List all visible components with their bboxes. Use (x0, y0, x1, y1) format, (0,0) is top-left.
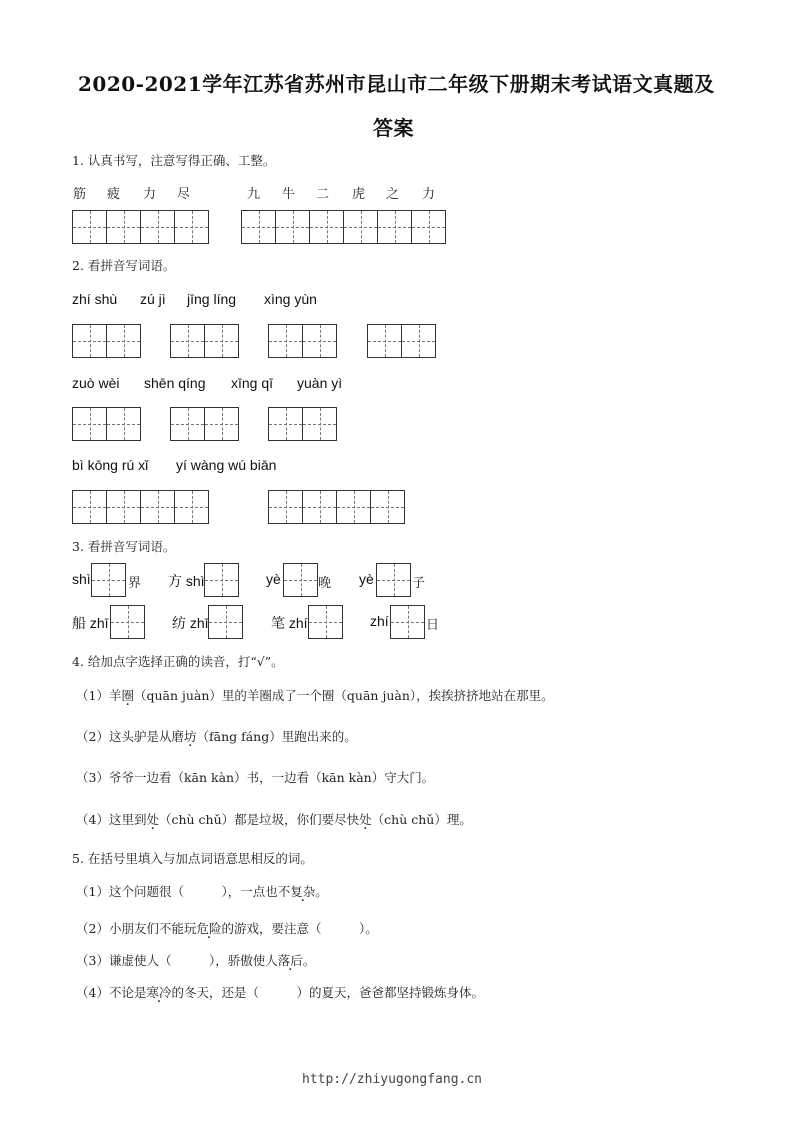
writing-grid[interactable] (390, 605, 425, 639)
writing-grid[interactable] (208, 605, 243, 639)
q5-line-1: （1）这个问题很（ ），一点也不复杂。 (76, 884, 328, 899)
writing-grid[interactable] (376, 563, 411, 597)
writing-grid[interactable] (72, 210, 209, 244)
q5-line-2: （2）小朋友们不能玩危险的游戏，要注意（ ）。 (76, 921, 378, 936)
char-suffix: 日 (426, 618, 440, 633)
writing-grid[interactable] (268, 490, 405, 524)
q1-char: 力 (422, 187, 436, 202)
pinyin-label: xìng yùn (264, 291, 317, 307)
page-title: 2020-2021学年江苏省苏州市昆山市二年级下册期末考试语文真题及 (78, 72, 715, 96)
writing-grid[interactable] (367, 324, 436, 358)
dotted-char: 处 (146, 812, 159, 827)
dotted-word: 寒冷 (146, 985, 172, 1000)
writing-grid[interactable] (72, 490, 209, 524)
writing-grid[interactable] (170, 407, 239, 441)
dotted-char: 处 (359, 812, 372, 827)
dotted-word: 危险 (196, 921, 222, 936)
pinyin-label: zú jì (140, 291, 166, 307)
question-5-prompt: 5. 在括号里填入与加点词语意思相反的词。 (72, 851, 313, 866)
page-title-line2: 答案 (373, 116, 414, 140)
dotted-char: 圈 (121, 688, 134, 703)
question-1-prompt: 1. 认真书写，注意写得正确、工整。 (72, 153, 276, 168)
pinyin-prefix: 笔 zhí (271, 615, 308, 631)
pinyin-prefix: 方 shì (168, 573, 205, 589)
q5-line-4: （4）不论是寒冷的冬天，还是（ ）的夏天，爸爸都坚持锻炼身体。 (76, 985, 484, 1000)
writing-grid[interactable] (308, 605, 343, 639)
pinyin-label: jīng líng (187, 291, 237, 307)
q1-char: 牛 (282, 187, 296, 202)
q1-char: 筋 (73, 187, 87, 202)
writing-grid[interactable] (241, 210, 446, 244)
footer-url[interactable]: http://zhiyugongfang.cn (302, 1072, 483, 1087)
q5-line-3: （3）谦虚使人（ ），骄傲使人落后。 (76, 953, 316, 968)
pinyin-prefix: 船 zhī (72, 615, 109, 631)
writing-grid[interactable] (72, 407, 141, 441)
pinyin-label: yí wàng wú biān (176, 457, 277, 473)
char-suffix: 子 (412, 576, 426, 591)
writing-grid[interactable] (91, 563, 126, 597)
writing-grid[interactable] (268, 324, 337, 358)
pinyin-prefix: yè (359, 571, 374, 587)
writing-grid[interactable] (268, 407, 337, 441)
dotted-char: 坊 (183, 729, 197, 744)
pinyin-label: bì kōng rú xǐ (72, 457, 149, 473)
writing-grid[interactable] (204, 563, 239, 597)
writing-grid[interactable] (283, 563, 318, 597)
pinyin-label: xīng qī (231, 375, 274, 391)
pinyin-label: zuò wèi (72, 375, 120, 391)
dotted-word: 落后 (277, 953, 303, 968)
q4-line-3: （3）爷爷一边看（kān kàn）书，一边看（kān kàn）守大门。 (76, 770, 435, 785)
question-2-prompt: 2. 看拼音写词语。 (72, 258, 176, 273)
writing-grid[interactable] (110, 605, 145, 639)
q1-char: 虎 (352, 187, 366, 202)
pinyin-label: yuàn yì (297, 375, 343, 391)
q1-char: 疲 (107, 187, 121, 202)
question-3-prompt: 3. 看拼音写词语。 (72, 539, 176, 554)
q4-line-2: （2）这头驴是从磨坊（fāng fáng）里跑出来的。 (76, 729, 357, 744)
question-4-prompt: 4. 给加点字选择正确的读音，打“√”。 (72, 654, 284, 669)
char-suffix: 晚 (318, 576, 332, 591)
dotted-word: 复杂 (290, 884, 316, 899)
pinyin-prefix: zhí (370, 613, 389, 629)
pinyin-label: zhí shù (72, 291, 118, 307)
pinyin-prefix: shì (72, 571, 91, 587)
q1-char: 尽 (177, 187, 191, 202)
q1-char: 之 (386, 187, 400, 202)
q1-char: 力 (143, 187, 157, 202)
pinyin-prefix: yè (266, 571, 281, 587)
pinyin-label: shēn qíng (144, 375, 206, 391)
q1-char: 九 (247, 187, 261, 202)
q1-char: 二 (316, 187, 330, 202)
writing-grid[interactable] (72, 324, 141, 358)
writing-grid[interactable] (170, 324, 239, 358)
char-suffix: 界 (128, 576, 142, 591)
pinyin-prefix: 纺 zhī (172, 615, 209, 631)
q4-line-4: （4）这里到处（chù chǔ）都是垃圾，你们要尽快处（chù chǔ）理。 (76, 812, 472, 827)
q4-line-1: （1）羊圈（quān juàn）里的羊圈成了一个圈（quān juàn），挨挨挤挤地站在那里。 (76, 688, 554, 703)
